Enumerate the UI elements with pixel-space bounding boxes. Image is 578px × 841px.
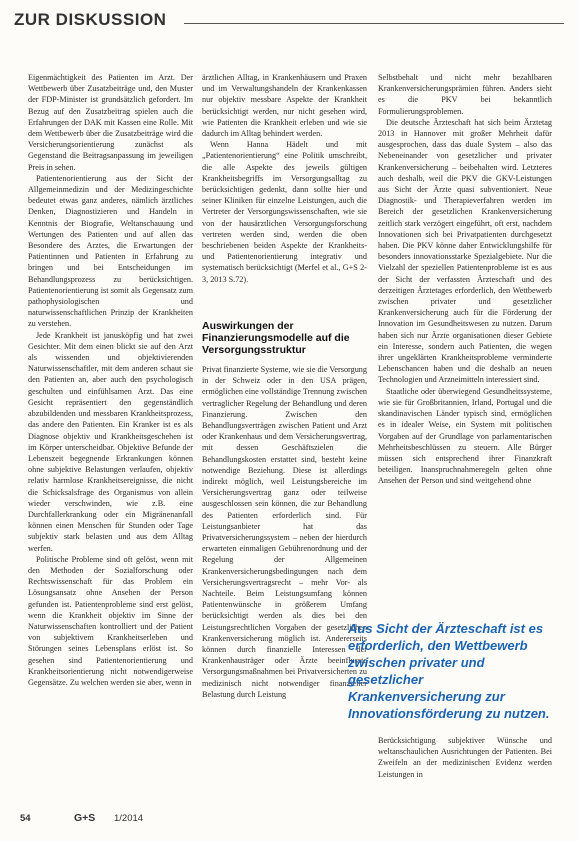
column-2-bottom-text <box>202 364 367 804</box>
paragraph: Politische Probleme sind oft gelöst, wenn mit den Methoden der Sozialforschung oder Rechtswissenschaft für das Problem ein Lösungsansatz ohne Ansehen der Person gefunden ist. Patientenprobleme sind erst gelöst, wenn die Krankheit objektiv im Sinne der Naturwissenschaften kontrolliert und der Patient von subjektivem Krankheitserleben und Störungen seines Lebensplans erlöst ist. So gesehen sind Patientenorientierung und Krankheitsorientierung nicht notwendigerweise Gegensätze. Zu welchen werden sie aber, wenn in <box>28 554 193 687</box>
paragraph: Staatliche oder überwiegend Gesundheitssysteme, wie sie für Großbritannien, Irland, Portugal und die skandinavischen Länder typisch sind, ermöglichen es in idealer Weise, ein System mit politischen Vorgaben auf der Grundlage von parlamentarischen Mehrheitsbeschlüssen zu steuern. Alle Bürger müssen sich entsprechend ihrer Finanzkraft beteiligen. Inanspruchnahmeregeln gelten ohne Ansehen der Person und sind weitgehend ohne <box>378 386 552 486</box>
column-3-bottom-text <box>378 735 552 809</box>
column-3-top-text <box>378 72 552 612</box>
header-rule <box>184 23 564 24</box>
page-footer <box>14 812 564 828</box>
page-number: 54 <box>20 813 31 824</box>
issue-number: 1/2014 <box>114 813 144 824</box>
paragraph: Privat finanzierte Systeme, wie sie die Versorgung in der Schweiz oder in den USA prägen, ermöglichen eine vollständige Trennung zwischen vertraglicher Regelung der Behandlung und deren Finanzierung. Zwischen den Behandlungsverträgen zwischen Patient und Arzt oder Krankenhaus und dem Versicherungsvertrag, mit dessen Geschäftszielen die Behandlungskosten erstattet sind, besteht keine notwendige Beziehung. Diese ist allerdings indirekt möglich, weil Leistungsbereiche im Versicherungsvertrag ganz oder teilweise ausgeschlossen sein können, die zur Behandlung des Patienten erforderlich sind. Für Leistungsanbieter hat das Privatversicherungssystem – neben der hierdurch erwarteten einmaligen Gebührenordnung und der Regelung der Allgemeinen Krankenversicherungsbedingungen nach dem Versicherungsvertragsrecht – mehr Vor- als Nachteile. Beim Leistungsumfang können Patientenwünsche in größerem Umfang berücksichtigt werden als dies bei den Leistungsrechtlichen Vorgaben der gesetzlichen Krankenversicherung möglich ist. Andererseits können durch finanzielle Interessen der Krankenhausträger oder Ärzte beeinflusste Versorgungsmaßnahmen bei Privatversicherten zu medizinisch nicht notwendiger finanzieller Belastung durch Leistung <box>202 365 367 699</box>
section-subheading: Auswirkungen der Finanzierungsmodelle auf die Versorgungsstruktur <box>202 320 350 356</box>
page-header <box>14 8 564 32</box>
journal-name: G+S <box>74 812 96 824</box>
section-title: ZUR DISKUSSION <box>14 10 167 29</box>
text-column-2 <box>202 72 367 814</box>
paragraph: Selbstbehalt und nicht mehr bezahlbaren Krankenversicherungsprämien führen. Anders sieht es die PKV bei bekanntlich Formulierungsproblemen. <box>378 73 552 116</box>
paragraph: Jede Krankheit ist janusköpfig und hat zwei Gesichter. Mit dem einen blickt sie auf den Arzt als wissenden und objektivierenden Naturwissenschaftler, mit dem anderen schaut sie den Patienten an, aber auch den psychologisch geschulten und einfühlsamen Arzt. Das eine Gesicht repräsentiert den gegenständlich abzubildenden und messbaren Krankheitsprozess, das andere den Patienten. Ein Kranker ist es als Diagnose objektiv und Krankheitsgeschehen ist im Körper unterscheidbar. Objektive Befunde der Lebenszeit begegnende Erkrankungen können ohne subjektive Belastungen verlaufen, objektiv relativ harmlose Krankheitsereignisse, die nicht die Schicksalsfrage des Organismus von allein wieder verschwinden, wie z.B. eine Durchfallerkrankung oder ein Migränenanfall können einen Menschen für Stunden oder Tage subjektiv stark belasten und aus dem Alltag werfen. <box>28 330 193 553</box>
paragraph: Patientenorientierung aus der Sicht der Allgemeinmedizin und der Medizingeschichte bedeutet etwas ganz anderes, nämlich ärztliches Denken, Diagnostizieren und Handeln in Kenntnis der Biografie, Weltanschauung und Wertungen des Patienten und auf allen das Besondere des Arztes, die Erwartungen der Patientinnen und Patienten in Erfahrung zu bringen und bei Entscheidungen im Behandlungsprozess zu berücksichtigen. Patientenorientierung ist somit als Gegensatz zum pathophysiologischen und naturwissenschaftlichen Prinzip der Krankheiten zu verstehen. <box>28 173 193 329</box>
paragraph: Berücksichtigung subjektiver Wünsche und weltanschaulichen Ausrichtungen der Patienten. Bei Zweifeln an der medizinischen Evidenz werden Leistungen in <box>378 736 552 779</box>
pull-quote: Aus Sicht der Ärzteschaft ist es erforderlich, den Wettbewerb zwischen privater und gesetzlicher Krankenversicherung zur Innovationsförderung zu nutzen. <box>348 621 550 721</box>
paragraph: Die deutsche Ärzteschaft hat sich beim Ärztetag 2013 in Hannover mit großer Mehrheit dafür ausgesprochen, dass das duale System – also das Nebeneinander von gesetzlicher und privater Krankenversicherung – beibehalten wird. Letzteres auch deshalb, weil die PKV die GKV-Leistungen aus Sicht der Ärzte quasi subventioniert. Neue Diagnostik- und Therapieverfahren werden im Bereich der gesetzlichen Krankenversicherung zeitlich stark verzögert eingeführt, oft erst, nachdem Innovationen sich bei Privatpatienten durchgesetzt haben. Die PKV könne daher Entwicklungshilfe für besonders innovationsstarke Spezialgebiete. Nur die Vielzahl der speziellen Patientenprobleme ist es aus der Sicht der verfassten Ärzteschaft und des derzeitigen Ärztetages erforderlich, den Wettbewerb zwischen privater und gesetzlicher Krankenversicherung auch für die Förderung der Innovation im Gesundheitswesen zu nutzen. Darum haben sich nur Ärzte organisationen dieser Gebiete ein Interesse, sondern auch Patienten, die wegen ihrer ungeklärten Krankheitsprobleme verminderte Lebenschancen haben und die deshalb an neuen Technologien und Arzneimitteln interessiert sind. <box>378 117 552 385</box>
paragraph: Wenn Hanna Hädelt und mit „Patientenorientierung“ eine Politik umschreibt, die alle Aspekte des jeweils gültigen Krankheitsbegriffs im Versorgungsalltag zu berücksichtigen gedenkt, dann sollte hier und seiner Kliniken für einzelne Leistungen, auch die Vertreter der Versorgungswissenschaften, wie sie von der hausärztlichen Versorgungsforschung vertreten werden sind, werden die oben beschriebenen beiden Aspekte der Krankheits- und Patientenorientierung integrativ und systematisch berücksichtigt (Merfel et al., G+S 2-3, 2013 S.72). <box>202 140 367 284</box>
paragraph: ärztlichen Alltag, in Krankenhäusern und Praxen und im Verwaltungshandeln der Krankenkassen nur objektiv messbare Aspekte der Krankheit berücksichtigt werden, nur nicht gesehen wird, wie Patienten die Krankheit erleben und wie sie dadurch im Alltag behindert werden. <box>202 73 367 139</box>
paragraph: Eigenmächtigkeit des Patienten im Arzt. Der Wettbewerb über Zusatzbeiträge und, den Muster der FDP-Minister ist grundsätzlich gefordert. Im Bezug auf den Zusatzbeitrag spielen auch die Erfahrungen der DAK mit Kassen eine Rolle. Mit dem Wettbewerb über die Zusatzbeiträge wird die Versicherungsorientierung zunächst als Gegenstand die Beitragsanpassung im jeweiligen Preis in sehen. <box>28 73 193 172</box>
column-2-top-text <box>202 72 367 312</box>
text-column-1 <box>28 72 193 814</box>
